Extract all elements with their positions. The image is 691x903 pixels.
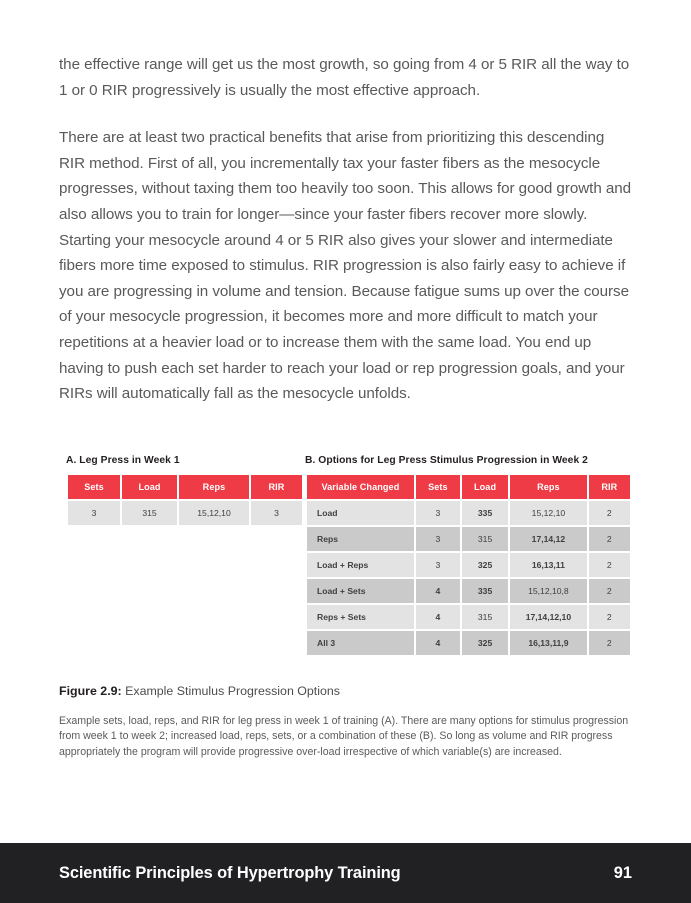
table-a-col-load: Load xyxy=(122,475,177,499)
table-b-cell: 3 xyxy=(416,501,460,525)
footer-page-number: 91 xyxy=(613,863,632,882)
footer-book-title: Scientific Principles of Hypertrophy Training xyxy=(59,863,401,882)
table-a-cell-load: 315 xyxy=(122,501,177,525)
page-footer xyxy=(0,843,691,903)
table-b-cell: 16,13,11 xyxy=(510,553,586,577)
figure-caption-text: Example Stimulus Progression Options xyxy=(125,683,340,698)
table-b-col-load: Load xyxy=(462,475,508,499)
table-b-cell: 315 xyxy=(462,527,508,551)
table-b-cell: 2 xyxy=(589,605,630,629)
table-b-cell: 17,14,12 xyxy=(510,527,586,551)
table-b-cell: 4 xyxy=(416,579,460,603)
table-b-cell: 17,14,12,10 xyxy=(510,605,586,629)
table-a-title: A. Leg Press in Week 1 xyxy=(66,454,180,466)
table-b-cell: Reps xyxy=(307,527,414,551)
body-paragraph-2: There are at least two practical benefits that arise from prioritizing this descending RIR method. First of all, you incrementally tax your faster fibers as the mesocycle progresses, without taxing them too heavily too soon. This allows for good growth and also allows you to train for longer—since your faster fibers recover more slowly. Starting your mesocycle around 4 or 5 RIR also gives your slower and intermediate fibers more time exposed to stimulus. RIR progression is also fairly easy to achieve if you are progressing in volume and tension. Because fatigue sums up over the course of your mesocycle progression, it becomes more and more difficult to match your repetitions at a heavier load or to increase them with the same load. You end up having to push each set harder to reach your load or rep progression goals, and your RIRs will automatically fall as the mesocycle unfolds. xyxy=(59,129,632,403)
table-b-cell: 2 xyxy=(589,579,630,603)
table-b-container xyxy=(305,455,632,657)
table-a-cell-rir: 3 xyxy=(251,501,302,525)
table-b-cell: Load xyxy=(307,501,414,525)
table-b-cell: 4 xyxy=(416,631,460,655)
figure-caption xyxy=(59,683,632,700)
table-b-cell: 2 xyxy=(589,527,630,551)
table-b-cell: 325 xyxy=(462,631,508,655)
table-b-cell: Load + Reps xyxy=(307,553,414,577)
table-row xyxy=(307,527,630,551)
table-b-cell: 2 xyxy=(589,553,630,577)
table-b-cell: 3 xyxy=(416,527,460,551)
table-a-container xyxy=(66,455,304,527)
table-b-cell: 3 xyxy=(416,553,460,577)
figure-2-9 xyxy=(59,455,632,670)
table-b-col-rir: RIR xyxy=(589,475,630,499)
table-b-cell: 335 xyxy=(462,579,508,603)
table-a-col-reps: Reps xyxy=(179,475,249,499)
table-row xyxy=(307,579,630,603)
table-a-header-row xyxy=(68,475,302,499)
table-b-cell: 2 xyxy=(589,631,630,655)
table-b-cell: 15,12,10 xyxy=(510,501,586,525)
table-b xyxy=(305,473,632,657)
table-b-cell: 2 xyxy=(589,501,630,525)
table-a-col-sets: Sets xyxy=(68,475,120,499)
figure-caption-label: Figure 2.9: xyxy=(59,683,122,698)
body-paragraph-1: the effective range will get us the most growth, so going from 4 or 5 RIR all the way to 1 or 0 RIR progressively is usually the most effective approach. xyxy=(59,56,630,99)
table-b-col-variable-changed: Variable Changed xyxy=(307,475,414,499)
table-b-cell: 315 xyxy=(462,605,508,629)
table-row xyxy=(68,501,302,525)
table-b-cell: All 3 xyxy=(307,631,414,655)
table-a-body xyxy=(68,501,302,525)
table-b-col-sets: Sets xyxy=(416,475,460,499)
table-b-cell: 335 xyxy=(462,501,508,525)
table-b-cell: Load + Sets xyxy=(307,579,414,603)
figure-footnote: Example sets, load, reps, and RIR for leg press in week 1 of training (A). There are many options for stimulus progression from week 1 to week 2; increased load, reps, sets, or a combination of these (B). So long as volume and RIR progress appropriately the program will provide progressive over-load irrespective of which variable(s) are increased. xyxy=(59,714,629,758)
table-row xyxy=(307,631,630,655)
table-b-title: B. Options for Leg Press Stimulus Progression in Week 2 xyxy=(305,454,588,466)
table-a-cell-sets: 3 xyxy=(68,501,120,525)
table-b-cell: 16,13,11,9 xyxy=(510,631,586,655)
table-row xyxy=(307,605,630,629)
table-b-cell: 4 xyxy=(416,605,460,629)
table-b-header-row xyxy=(307,475,630,499)
table-a-col-rir: RIR xyxy=(251,475,302,499)
table-a xyxy=(66,473,304,527)
table-b-cell: 15,12,10,8 xyxy=(510,579,586,603)
table-b-body xyxy=(307,501,630,655)
table-b-col-reps: Reps xyxy=(510,475,586,499)
table-row xyxy=(307,553,630,577)
table-a-cell-reps: 15,12,10 xyxy=(179,501,249,525)
table-b-cell: Reps + Sets xyxy=(307,605,414,629)
table-row xyxy=(307,501,630,525)
table-b-cell: 325 xyxy=(462,553,508,577)
